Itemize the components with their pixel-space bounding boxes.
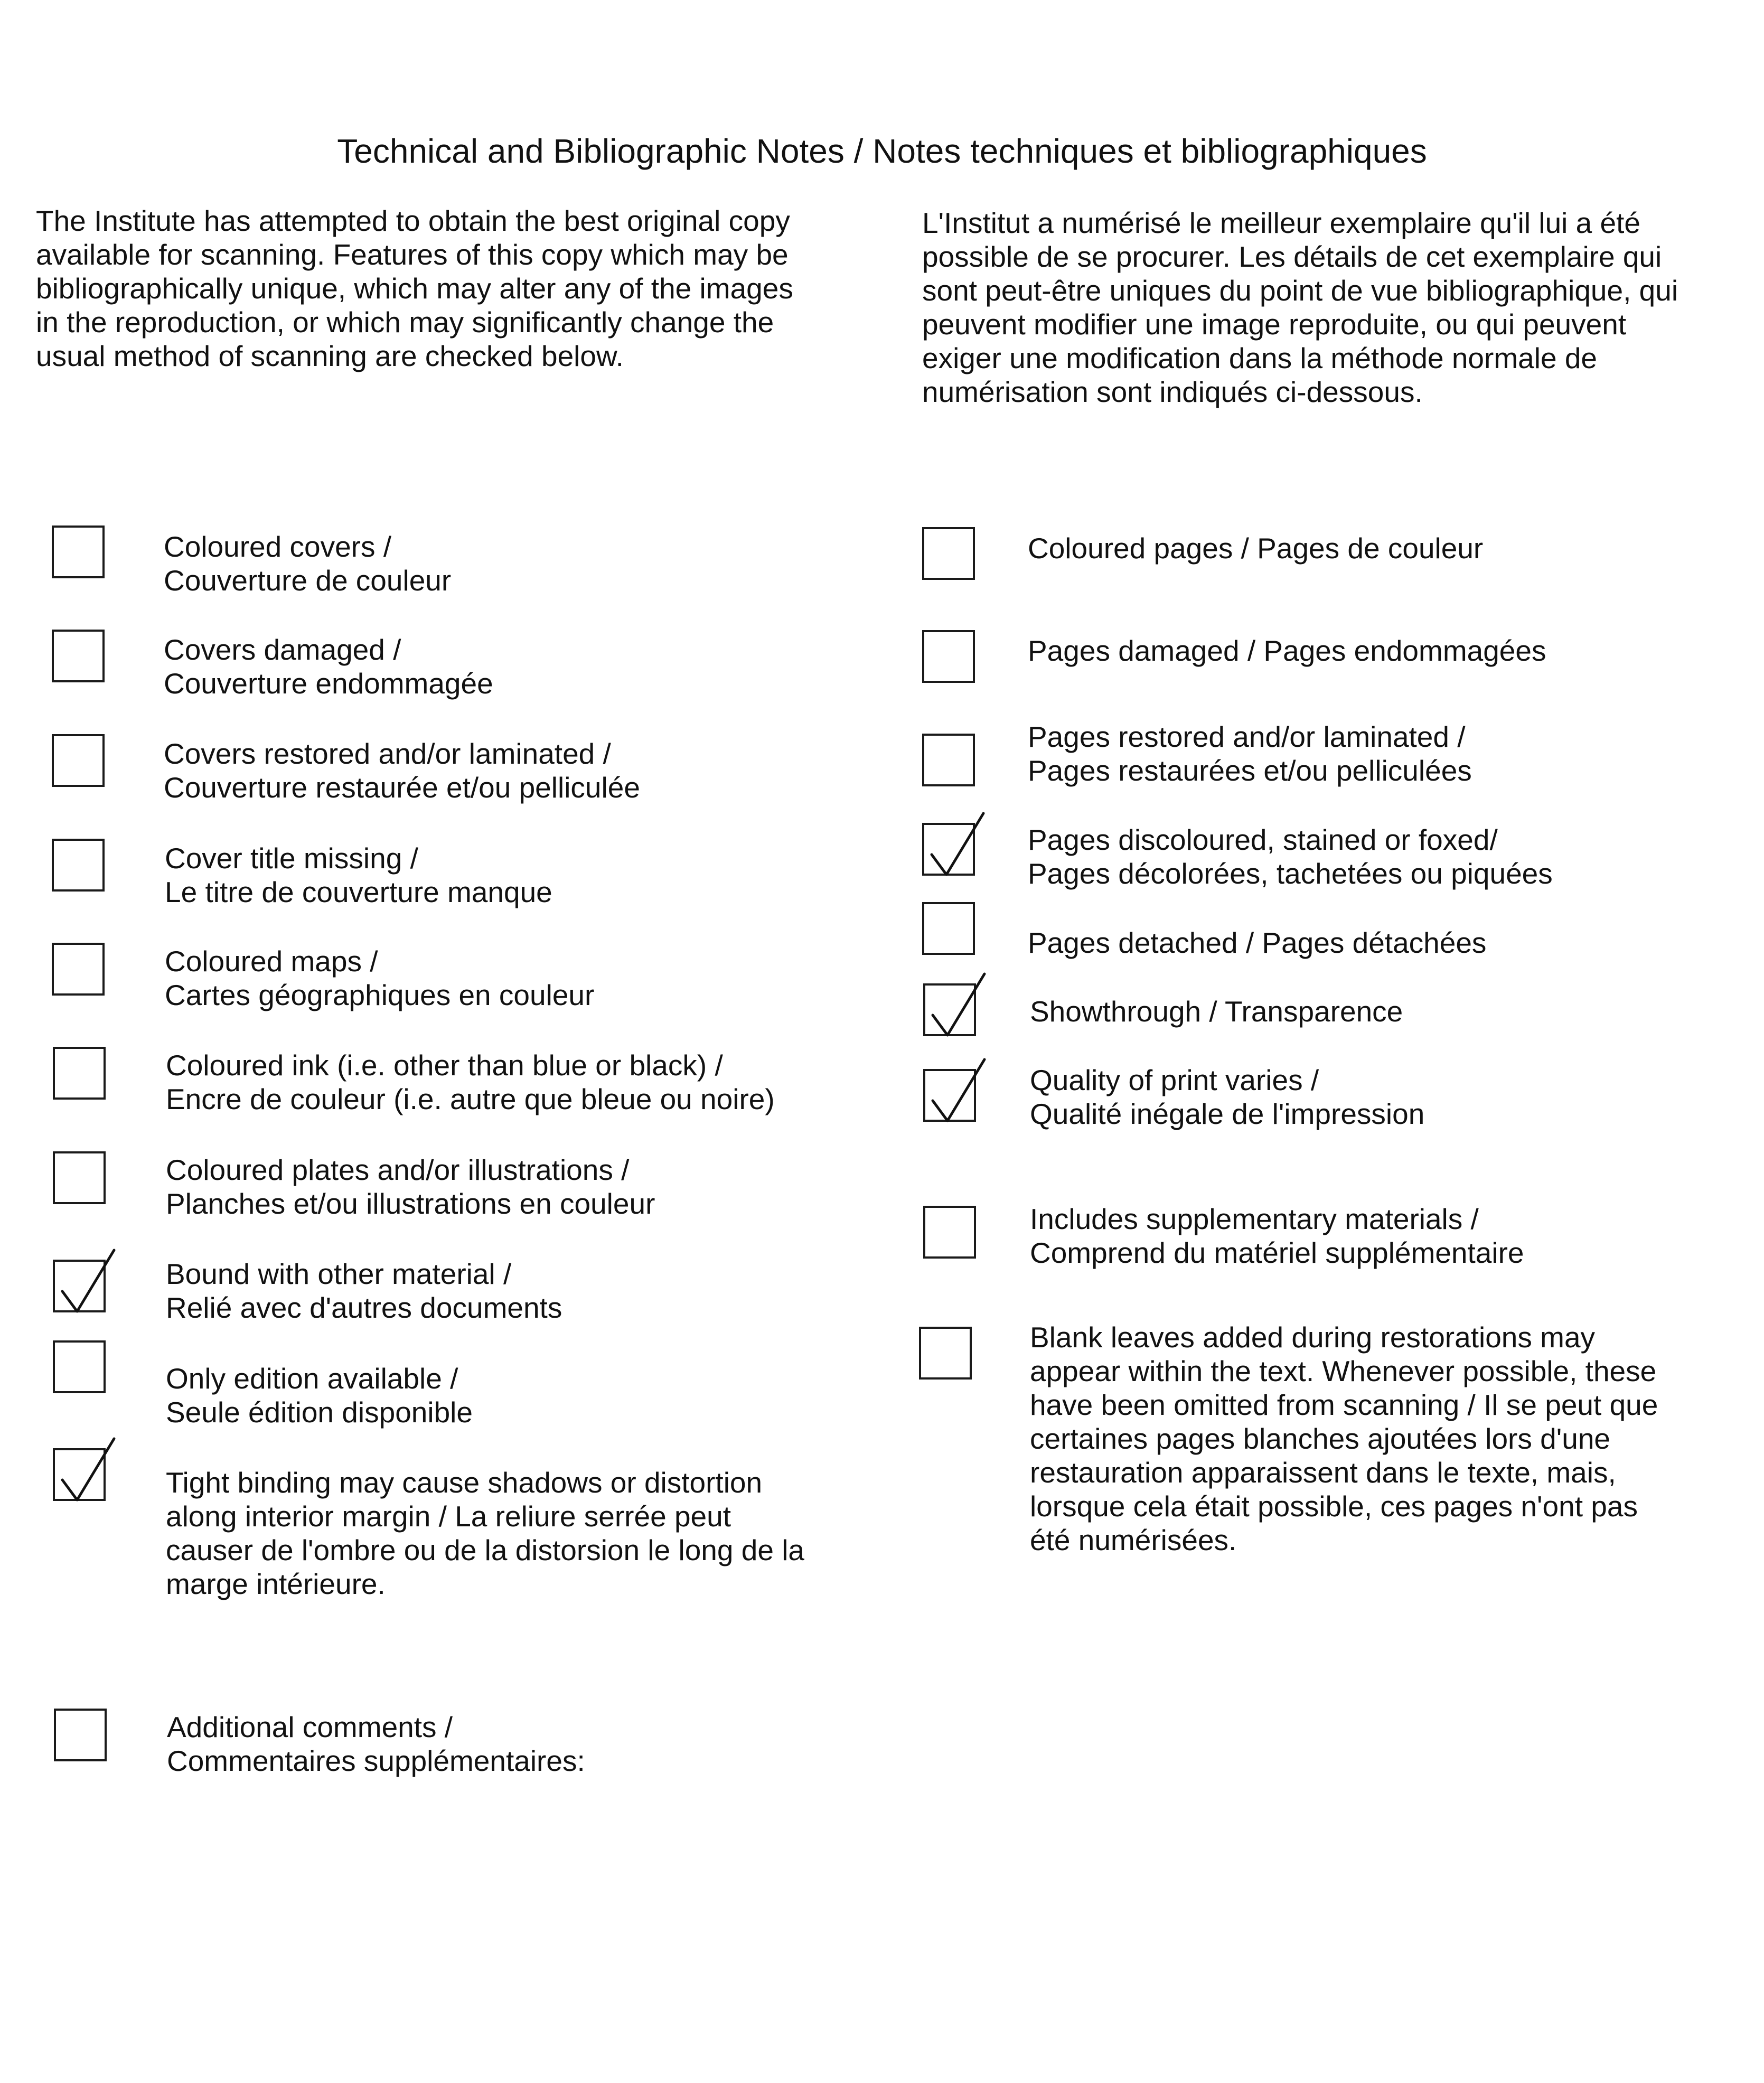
checkbox[interactable] xyxy=(53,1047,106,1100)
text-line: Couverture endommagée xyxy=(164,667,493,700)
checklist-label xyxy=(1030,994,1403,1028)
text-line: Seule édition disponible xyxy=(166,1396,473,1429)
text-line: sont peut-être uniques du point de vue bibliographique, qui xyxy=(922,274,1678,307)
checkmark-icon xyxy=(55,1450,108,1503)
checkbox[interactable] xyxy=(922,734,975,786)
text-line: Coloured maps / xyxy=(165,945,378,978)
checkbox[interactable] xyxy=(53,1340,106,1393)
checkbox[interactable] xyxy=(922,630,975,683)
checklist-label xyxy=(166,1048,775,1116)
page-title: Technical and Bibliographic Notes / Notes techniques et bibliographiques xyxy=(337,132,1427,170)
checklist-label xyxy=(1028,720,1472,787)
checklist-label xyxy=(1028,634,1546,668)
text-line: Covers restored and/or laminated / xyxy=(164,737,611,770)
text-line: Cover title missing / xyxy=(165,842,418,875)
checklist-label xyxy=(1030,1063,1424,1131)
text-line: Le titre de couverture manque xyxy=(165,876,552,908)
text-line: été numérisées. xyxy=(1030,1524,1237,1556)
text-line: Commentaires supplémentaires: xyxy=(167,1744,585,1777)
checklist-label xyxy=(167,1710,585,1778)
checkbox[interactable] xyxy=(52,943,105,996)
checkmark-icon xyxy=(925,986,978,1038)
text-line: appear within the text. Whenever possible, these xyxy=(1030,1355,1657,1387)
text-line: have been omitted from scanning / Il se peut que xyxy=(1030,1388,1658,1421)
text-line: numérisation sont indiqués ci-dessous. xyxy=(922,376,1423,408)
checked-checkbox[interactable] xyxy=(922,823,975,876)
checkbox[interactable] xyxy=(922,902,975,955)
checklist-label xyxy=(1028,823,1553,890)
text-line: Additional comments / xyxy=(167,1711,453,1743)
checkmark-icon xyxy=(925,1071,978,1124)
checkbox[interactable] xyxy=(922,527,975,580)
text-line: causer de l'ombre ou de la distorsion le long de la xyxy=(166,1534,805,1566)
text-line: Coloured pages / Pages de couleur xyxy=(1028,532,1484,565)
text-line: Bound with other material / xyxy=(166,1258,512,1290)
text-line: bibliographically unique, which may alter any of the images xyxy=(36,272,793,305)
text-line: Only edition available / xyxy=(166,1362,458,1395)
checkbox[interactable] xyxy=(52,839,105,892)
checked-checkbox[interactable] xyxy=(53,1260,106,1312)
checklist-label xyxy=(165,841,552,909)
text-line: Pages discoloured, stained or foxed/ xyxy=(1028,823,1498,856)
text-line: Pages restored and/or laminated / xyxy=(1028,720,1466,753)
text-line: Pages restaurées et/ou pelliculées xyxy=(1028,754,1472,787)
text-line: Relié avec d'autres documents xyxy=(166,1291,562,1324)
checklist-label xyxy=(164,530,451,597)
intro-english xyxy=(36,204,793,373)
checked-checkbox[interactable] xyxy=(923,1069,976,1122)
text-line: Includes supplementary materials / xyxy=(1030,1203,1479,1235)
text-line: Couverture restaurée et/ou pelliculée xyxy=(164,771,640,804)
text-line: certaines pages blanches ajoutées lors d'une xyxy=(1030,1422,1611,1455)
text-line: exiger une modification dans la méthode normale de xyxy=(922,342,1597,374)
checklist-label xyxy=(166,1257,562,1325)
text-line: Showthrough / Transparence xyxy=(1030,995,1403,1028)
checkbox[interactable] xyxy=(53,1151,106,1204)
checklist-label xyxy=(166,1466,804,1601)
text-line: in the reproduction, or which may significantly change the xyxy=(36,306,774,339)
text-line: Coloured ink (i.e. other than blue or black) / xyxy=(166,1049,723,1082)
checkmark-icon xyxy=(924,825,977,878)
text-line: Planches et/ou illustrations en couleur xyxy=(166,1187,655,1220)
checklist-label xyxy=(166,1153,655,1221)
text-line: lorsque cela était possible, ces pages n'ont pas xyxy=(1030,1490,1638,1523)
checkmark-icon xyxy=(55,1262,108,1315)
checklist-label xyxy=(166,1362,473,1429)
text-line: Pages damaged / Pages endommagées xyxy=(1028,634,1546,667)
checkbox[interactable] xyxy=(52,734,105,787)
text-line: Cartes géographiques en couleur xyxy=(165,979,595,1011)
checkbox[interactable] xyxy=(54,1709,107,1761)
text-line: possible de se procurer. Les détails de cet exemplaire qui xyxy=(922,240,1662,273)
checklist-label xyxy=(1028,531,1483,565)
checked-checkbox[interactable] xyxy=(923,983,976,1036)
text-line: Pages detached / Pages détachées xyxy=(1028,926,1487,959)
text-line: Encre de couleur (i.e. autre que bleue ou noire) xyxy=(166,1083,775,1115)
text-line: Covers damaged / xyxy=(164,633,401,666)
text-line: L'Institut a numérisé le meilleur exemplaire qu'il lui a été xyxy=(922,207,1640,239)
text-line: along interior margin / La reliure serrée peut xyxy=(166,1500,731,1533)
checklist-label xyxy=(1028,926,1486,960)
checkbox[interactable] xyxy=(52,630,105,682)
checklist-label xyxy=(164,737,640,804)
text-line: available for scanning. Features of this copy which may be xyxy=(36,238,789,271)
text-line: Tight binding may cause shadows or distortion xyxy=(166,1466,763,1499)
text-line: Qualité inégale de l'impression xyxy=(1030,1097,1425,1130)
checked-checkbox[interactable] xyxy=(53,1448,106,1501)
text-line: Blank leaves added during restorations may xyxy=(1030,1321,1596,1354)
text-line: Coloured covers / xyxy=(164,530,392,563)
checklist-label xyxy=(164,633,493,700)
checklist-label xyxy=(165,944,594,1012)
checkbox[interactable] xyxy=(52,526,105,578)
checklist-label xyxy=(1030,1320,1658,1557)
text-line: Couverture de couleur xyxy=(164,564,452,597)
text-line: Quality of print varies / xyxy=(1030,1064,1319,1096)
text-line: Pages décolorées, tachetées ou piquées xyxy=(1028,857,1553,890)
text-line: marge intérieure. xyxy=(166,1568,386,1600)
text-line: Comprend du matériel supplémentaire xyxy=(1030,1236,1524,1269)
checklist-label xyxy=(1030,1202,1524,1270)
text-line: restauration apparaissent dans le texte, mais, xyxy=(1030,1456,1616,1489)
checkbox[interactable] xyxy=(923,1206,976,1259)
text-line: The Institute has attempted to obtain the best original copy xyxy=(36,204,790,237)
text-line: usual method of scanning are checked below. xyxy=(36,340,624,372)
text-line: peuvent modifier une image reproduite, ou qui peuvent xyxy=(922,308,1627,341)
intro-french xyxy=(922,206,1678,409)
text-line: Coloured plates and/or illustrations / xyxy=(166,1153,630,1186)
checkbox[interactable] xyxy=(919,1327,972,1380)
